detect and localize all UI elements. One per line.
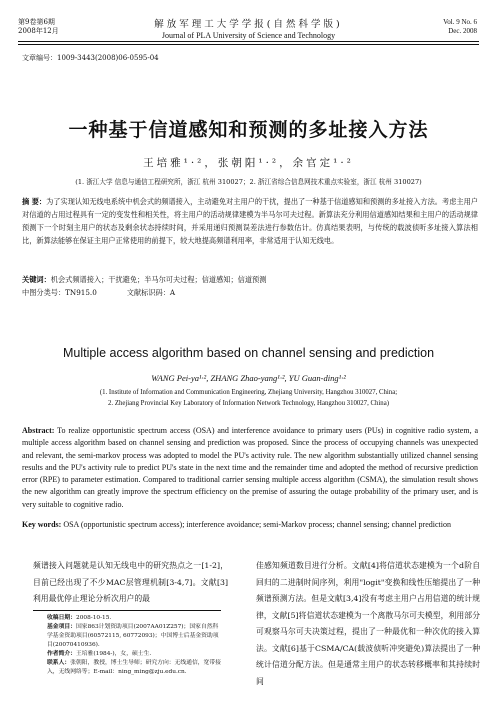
volume-issue-en: Vol. 9 No. 6 (443, 18, 477, 26)
footnotes (47, 614, 223, 677)
received-label: 收稿日期： (47, 615, 76, 621)
footnote-author (47, 650, 223, 659)
keywords-en-label: Key words: (22, 520, 62, 529)
title-cn: 一种基于信道感知和预测的多址接入方法 (68, 119, 429, 141)
abstract-en-label: Abstract: (22, 426, 55, 435)
classification-line (22, 287, 478, 299)
abstract-en-text: To realize opportunistic spectrum access (OSA) and interference avoidance to primary users (PUs) in cognitive radio system, a multiple access algorithm based on channel sensing and prediction was proposed. Since the process of occupying channels was unexpected and relevant, the semi-markov process was adopted to model the PU's activity rule. The new algorithm substantially utilized channel sensing results and the PU's activity rule to predict PU's state in the next time and the remainder time and adopted the method of recursive prediction error (RPE) to parameter estimation. Compared to traditional carrier sensing multiple access algorithm (CSMA), the simulation result shows the new algorithm can greatly improve the spectrum efficiency on the premise of assuring the outage probability of the primary user, and is very suitable to cognitive radio. (22, 426, 478, 509)
title-en: Multiple access algorithm based on channel sensing and prediction (62, 346, 435, 360)
affiliation-en-line1: (1. Institute of Information and Communication Engineering, Zhejiang University, Hangzhou 310027, China; (99, 389, 398, 396)
authors-en: WANG Pei-ya¹·², ZHANG Zhao-yang¹·², YU Guan-ding¹·² (151, 373, 346, 383)
keywords-en-text: OSA (opportunistic spectrum access); interference avoidance; semi-Markov process; channel sensing; channel prediction (63, 520, 451, 529)
body-right-text: 佳感知频道数目进行分析。文献[4]将信道状态建模为一个d阶自回归的二进制时间序列，利用"logit"变换和线性压缩提出了一种频谱预测方法。但是文献[3,4]没有考虑主用户占用信道的统计规律，文献[5]将信道状态建模为一个离散马尔可夫模型，利用部分可观察马尔可夫决策过程，提出了一种最优和一种次优的接入算法。文献[6]基于CSMA/CA(载波侦听冲突避免)算法提出了一种统计信道分配方法。但是通常主用户的状态转移概率和其持续时间 (256, 561, 480, 686)
abstract-en (22, 425, 478, 511)
journal-header (0, 16, 497, 40)
class-number: 中图分类号：TN915.0 (22, 288, 97, 297)
footnote-fund (47, 623, 223, 650)
volume-issue-cn: 第9卷第6期 (18, 18, 55, 26)
footnote-received (47, 614, 223, 623)
author-label: 作者简介： (47, 651, 76, 657)
date-en: Dec. 2008 (448, 27, 477, 35)
header-rule-thick (18, 41, 479, 42)
body-column-right (256, 558, 480, 690)
document-code: 文献标识码：A (126, 288, 176, 297)
affiliation-en (0, 387, 497, 409)
contact-label: 联系人： (47, 660, 71, 666)
journal-name-en: Journal of PLA University of Science and Technology (161, 31, 336, 40)
affiliation-cn: (1. 浙江大学 信息与通信工程研究所，浙江 杭州 310027；2. 浙江省综合信息网技术重点实验室，浙江 杭州 310027) (75, 178, 422, 186)
author-text: 王培雅(1984-)，女，硕士生. (76, 651, 152, 657)
affiliation-en-line2: 2. Zhejiang Provincial Key Laboratory of Information Network Technology, Hangzhou 310027, China) (108, 400, 389, 407)
contact-text: 张朝阳，教授，博士生导师；研究方向：无线通信，宽带接入，无线网络等；E-mail：ning_ming@zju.edu.cn. (47, 660, 221, 675)
article-number: 文章编号：1009-3443(2008)06-0595-04 (22, 54, 159, 62)
header-volume-en (443, 18, 477, 36)
body-column-left (33, 558, 228, 608)
footnote-rule (33, 610, 221, 611)
abstract-cn-text: 为了实现认知无线电系统中机会式的频谱接入，主动避免对主用户的干扰，提出了一种基于信道感知和预测的多址接入方法。考虑主用户对信道的占用过程具有一定的变发性和相关性，将主用户的活动规律建模为半马尔可夫过程。新算法充分利用信道感知结果和主用户的活动规律预测下一个时刻主用户的状态及剩余状态持续时间，并采用递归预测误差法进行参数估计。仿真结果表明，与传统的载波侦听多址接入算法相比，新算法能够在保证主用户正常使用的前提下，较大地提高频谱利用率，非常适用于认知无线电。 (22, 197, 478, 245)
keywords-cn-text: 机会式频谱接入；干扰避免；半马尔可夫过程；信道感知；信道预测 (50, 275, 267, 284)
footnote-contact (47, 659, 223, 677)
received-date: 2008-10-15. (76, 615, 112, 621)
fund-text: 国家863计划资助项目(2007AA01Z257)；国家自然科学基金资助项目(60572115, 60772093)；中国博士后基金资助项目(20070410936). (47, 624, 219, 648)
body-left-text: 频谱接入问题就是认知无线电中的研究热点之一[1-2]，目前已经出现了不少MAC层管理机制[3-4,7]。文献[3]利用最优停止理论分析次用户的最 (33, 561, 228, 603)
header-rule-thin (18, 44, 479, 45)
journal-name-cn: 解放军理工大学学报(自然科学版) (154, 19, 343, 30)
keywords-cn-label: 关键词： (22, 275, 51, 284)
date-cn: 2008年12月 (18, 27, 59, 35)
fund-label: 基金项目： (47, 624, 76, 630)
abstract-cn-label: 摘 要： (22, 197, 47, 206)
authors-cn: 王培雅¹·²，张朝阳¹·²，余官定¹·² (143, 157, 354, 169)
keywords-en (22, 519, 478, 531)
keywords-cn (22, 274, 478, 286)
abstract-cn (22, 195, 478, 247)
